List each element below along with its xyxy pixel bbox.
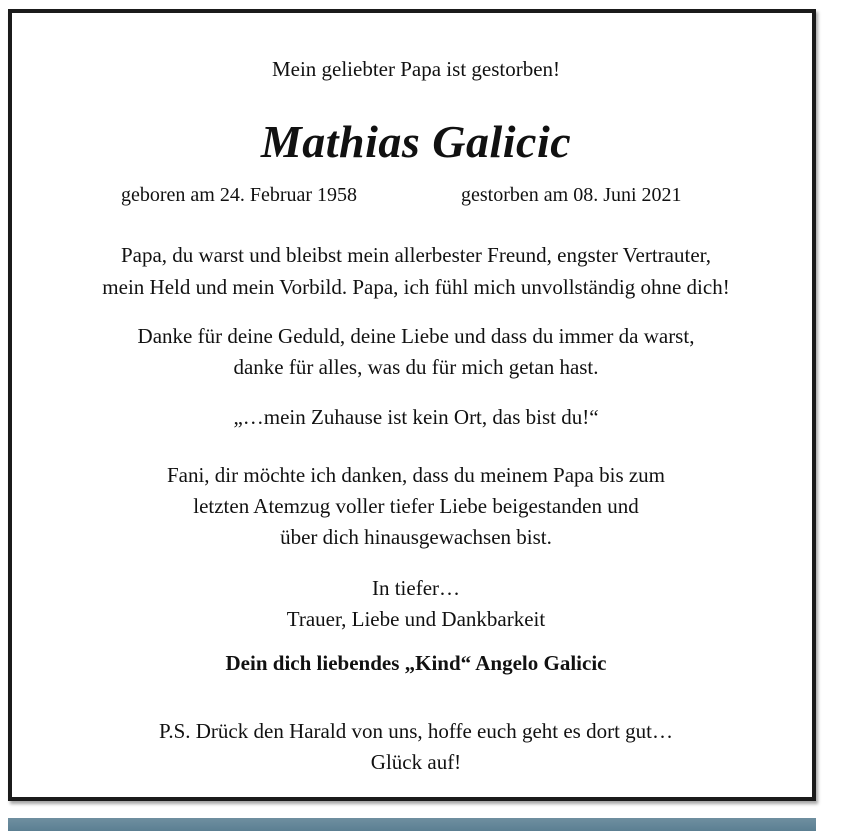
deceased-name: Mathias Galicic: [260, 116, 572, 167]
postscript-line: P.S. Drück den Harald von uns, hoffe euch geht es dort gut…: [158, 719, 674, 743]
birth-date: geboren am 24. Februar 1958: [121, 184, 358, 206]
paragraph2-line: Danke für deine Geduld, deine Liebe und dass du immer da warst,: [137, 324, 695, 348]
paragraph3-line: über dich hinausgewachsen bist.: [280, 525, 552, 549]
signature-line: Dein dich liebendes „Kind“ Angelo Galicic: [225, 651, 607, 675]
paragraph1-line: Papa, du warst und bleibst mein allerbester Freund, engster Vertrauter,: [120, 243, 712, 267]
intro-line: Mein geliebter Papa ist gestorben!: [271, 57, 561, 81]
next-notice-edge: [8, 818, 816, 831]
paragraph2-line: danke für alles, was du für mich getan hast.: [233, 355, 599, 379]
paragraph3-line: Fani, dir möchte ich danken, dass du meinem Papa bis zum: [166, 463, 666, 487]
paragraph1-line: mein Held und mein Vorbild. Papa, ich fühl mich unvollständig ohne dich!: [102, 275, 730, 299]
closing-line: In tiefer…: [371, 576, 461, 600]
quote-line: „…mein Zuhause ist kein Ort, das bist du!“: [233, 405, 599, 429]
postscript-line: Glück auf!: [370, 750, 462, 774]
obituary-notice: [8, 9, 816, 801]
death-date: gestorben am 08. Juni 2021: [461, 184, 682, 206]
paragraph3-line: letzten Atemzug voller tiefer Liebe beigestanden und: [193, 494, 639, 518]
closing-line: Trauer, Liebe und Dankbarkeit: [286, 607, 546, 631]
